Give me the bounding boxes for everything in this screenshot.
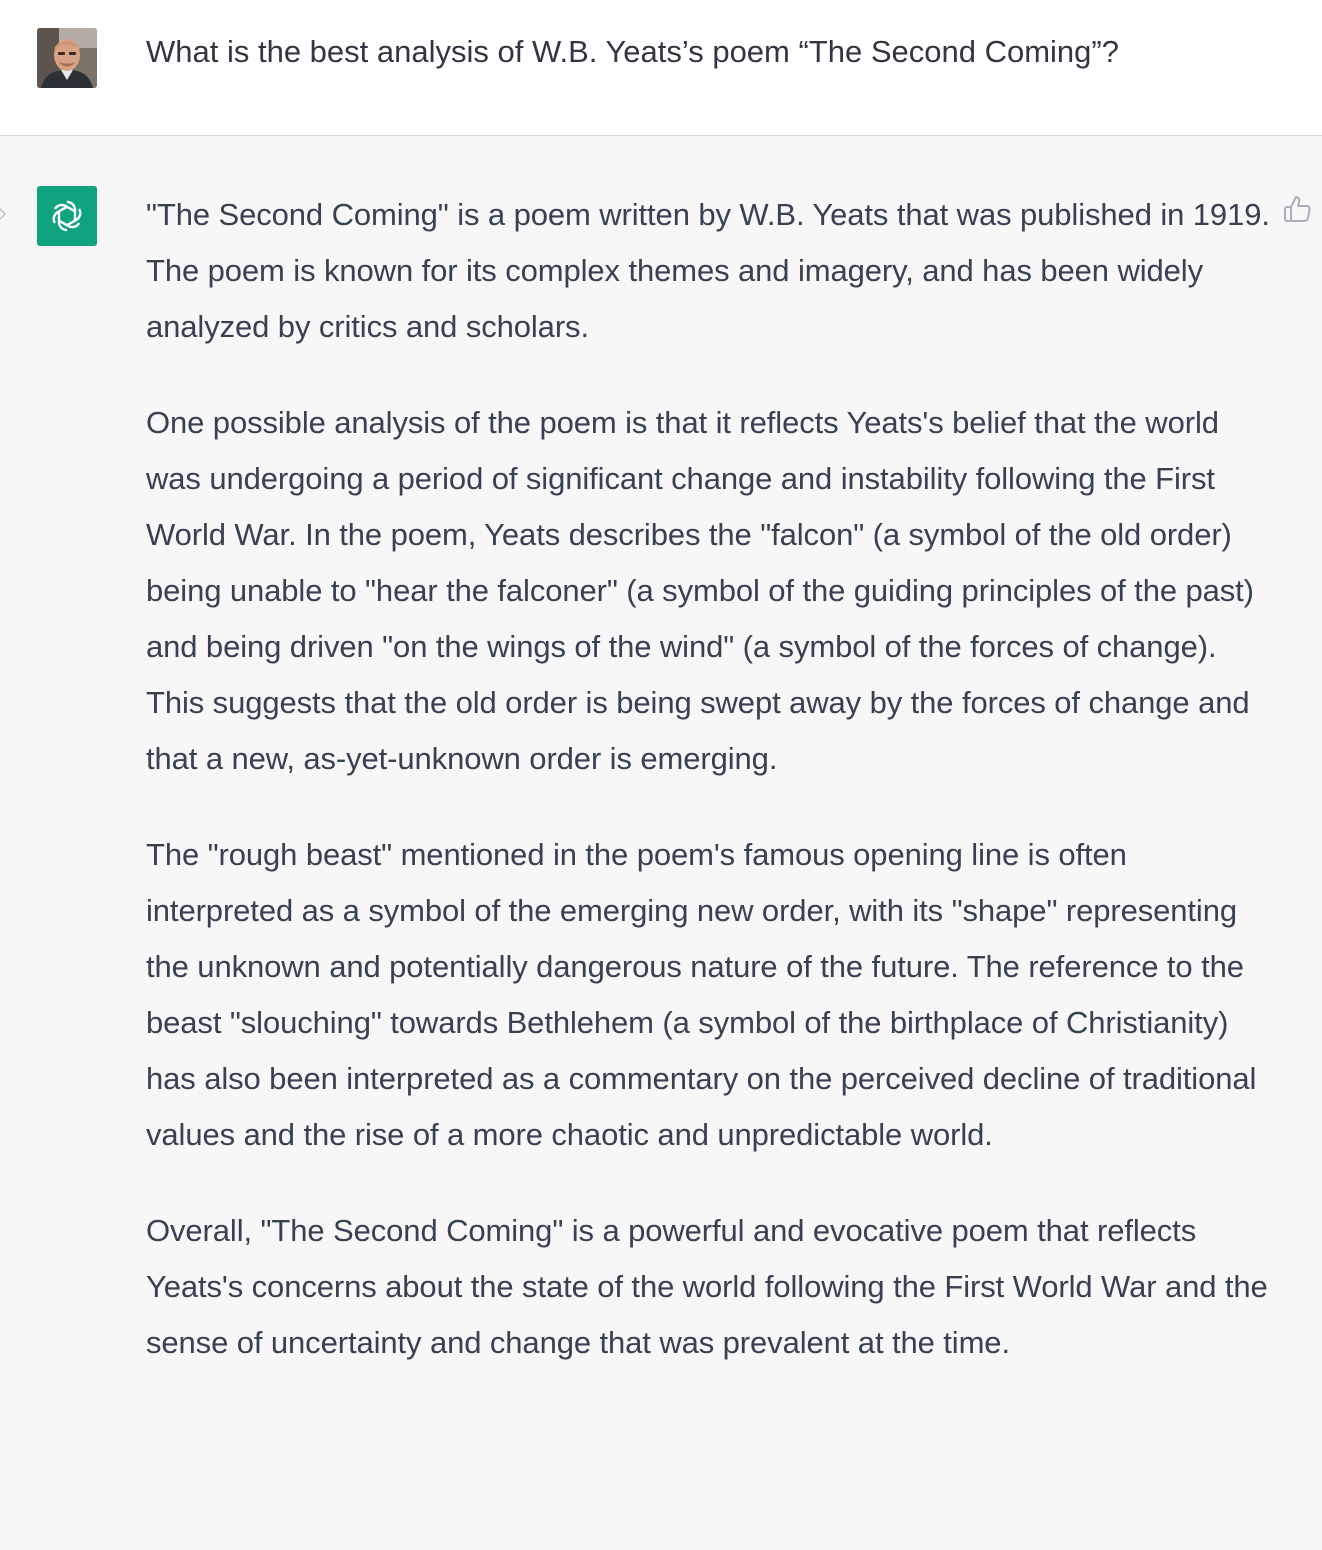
- user-message-text: What is the best analysis of W.B. Yeats’s poem “The Second Coming”?: [146, 34, 1119, 69]
- user-photo-avatar: [37, 28, 97, 88]
- chevron-right-icon[interactable]: [0, 202, 8, 226]
- response-paragraph: The "rough beast" mentioned in the poem's famous opening line is often interpreted as a symbol of the emerging new order, with its "shape" representing the unknown and potentially dangerous nature of the future. The reference to the beast "slouching" towards Bethlehem (a symbol of the birthplace of Christianity) has also been interpreted as a commentary on the perceived decline of traditional values and the rise of a more chaotic and unpredictable world.: [146, 837, 1257, 1152]
- assistant-avatar: [37, 186, 97, 246]
- thumbs-up-icon[interactable]: [1282, 193, 1314, 225]
- user-avatar: [37, 28, 97, 88]
- assistant-message-row: [0, 136, 1322, 1550]
- assistant-message-text: [146, 187, 1281, 1371]
- user-message-row: [0, 0, 1322, 136]
- openai-logo-icon: [46, 195, 88, 237]
- response-paragraph: "The Second Coming" is a poem written by W.B. Yeats that was published in 1919. The poem is known for its complex themes and imagery, and has been widely analyzed by critics and scholars.: [146, 197, 1270, 344]
- response-paragraph: One possible analysis of the poem is that it reflects Yeats's belief that the world was undergoing a period of significant change and instability following the First World War. In the poem, Yeats describes the "falcon" (a symbol of the old order) being unable to "hear the falconer" (a symbol of the guiding principles of the past) and being driven "on the wings of the wind" (a symbol of the forces of change). This suggests that the old order is being swept away by the forces of change and that a new, as-yet-unknown order is emerging.: [146, 405, 1254, 776]
- response-paragraph: Overall, "The Second Coming" is a powerful and evocative poem that reflects Yeats's concerns about the state of the world following the First World War and the sense of uncertainty and change that was prevalent at the time.: [146, 1213, 1268, 1360]
